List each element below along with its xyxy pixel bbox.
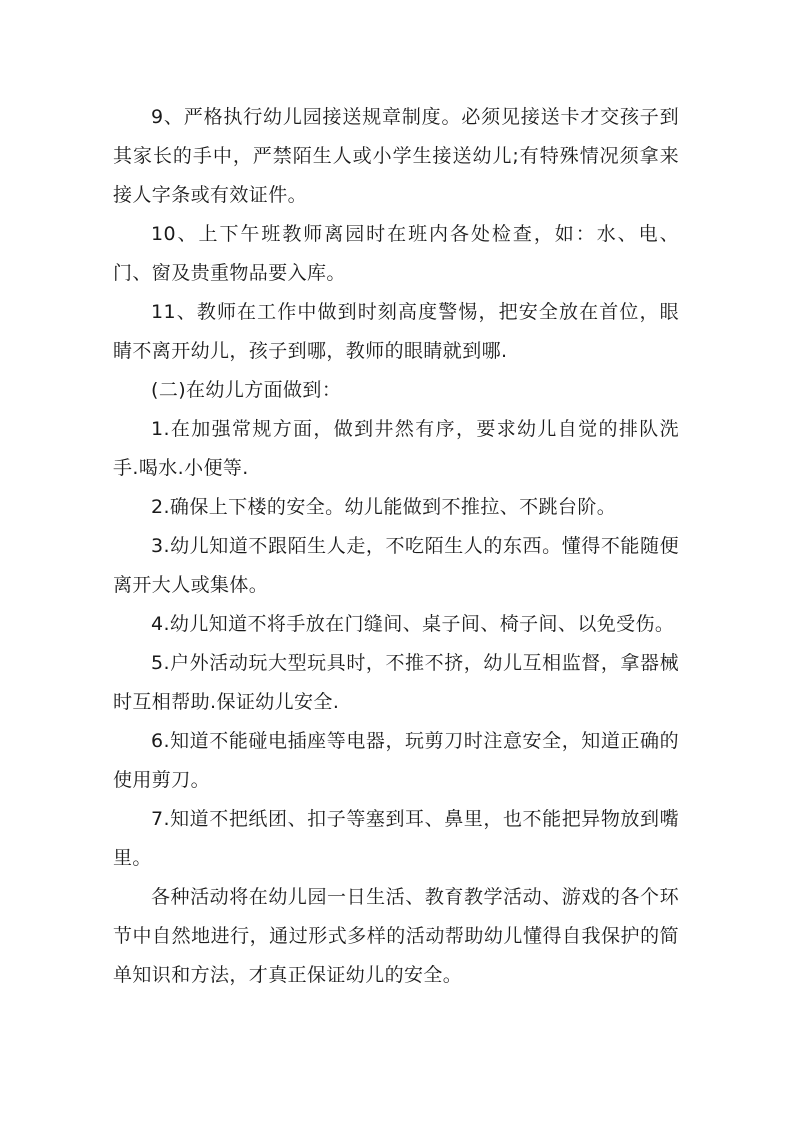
paragraph-child-5: 5.户外活动玩大型玩具时，不推不挤，幼儿互相监督，拿器械时互相帮助.保证幼儿安全. <box>113 652 679 713</box>
section-heading-children: (二)在幼儿方面做到： <box>151 379 342 401</box>
paragraph-child-7: 7.知道不把纸团、扣子等塞到耳、鼻里，也不能把异物放到嘴里。 <box>113 808 679 869</box>
paragraph-child-2: 2.确保上下楼的安全。幼儿能做到不推拉、不跳台阶。 <box>151 496 617 518</box>
paragraph-child-3: 3.幼儿知道不跟陌生人走，不吃陌生人的东西。懂得不能随便离开大人或集体。 <box>113 535 679 596</box>
paragraph-conclusion: 各种活动将在幼儿园一日生活、教育教学活动、游戏的各个环节中自然地进行，通过形式多样的活动帮助幼儿懂得自我保护的简单知识和方法，才真正保证幼儿的安全。 <box>113 886 679 986</box>
document-body <box>113 98 679 995</box>
paragraph-child-6: 6.知道不能碰电插座等电器，玩剪刀时注意安全，知道正确的使用剪刀。 <box>113 730 679 791</box>
paragraph-item-9: 9、严格执行幼儿园接送规章制度。必须见接送卡才交孩子到其家长的手中，严禁陌生人或小学生接送幼儿;有特殊情况须拿来接人字条或有效证件。 <box>113 106 679 206</box>
paragraph-item-11: 11、教师在工作中做到时刻高度警惕，把安全放在首位，眼睛不离开幼儿，孩子到哪，教师的眼睛就到哪. <box>113 301 679 362</box>
paragraph-child-4: 4.幼儿知道不将手放在门缝间、桌子间、椅子间、以免受伤。 <box>151 613 675 635</box>
paragraph-item-10: 10、上下午班教师离园时在班内各处检查，如：水、电、门、窗及贵重物品要入库。 <box>113 223 679 284</box>
paragraph-child-1: 1.在加强常规方面，做到井然有序，要求幼儿自觉的排队洗手.喝水.小便等. <box>113 418 679 479</box>
